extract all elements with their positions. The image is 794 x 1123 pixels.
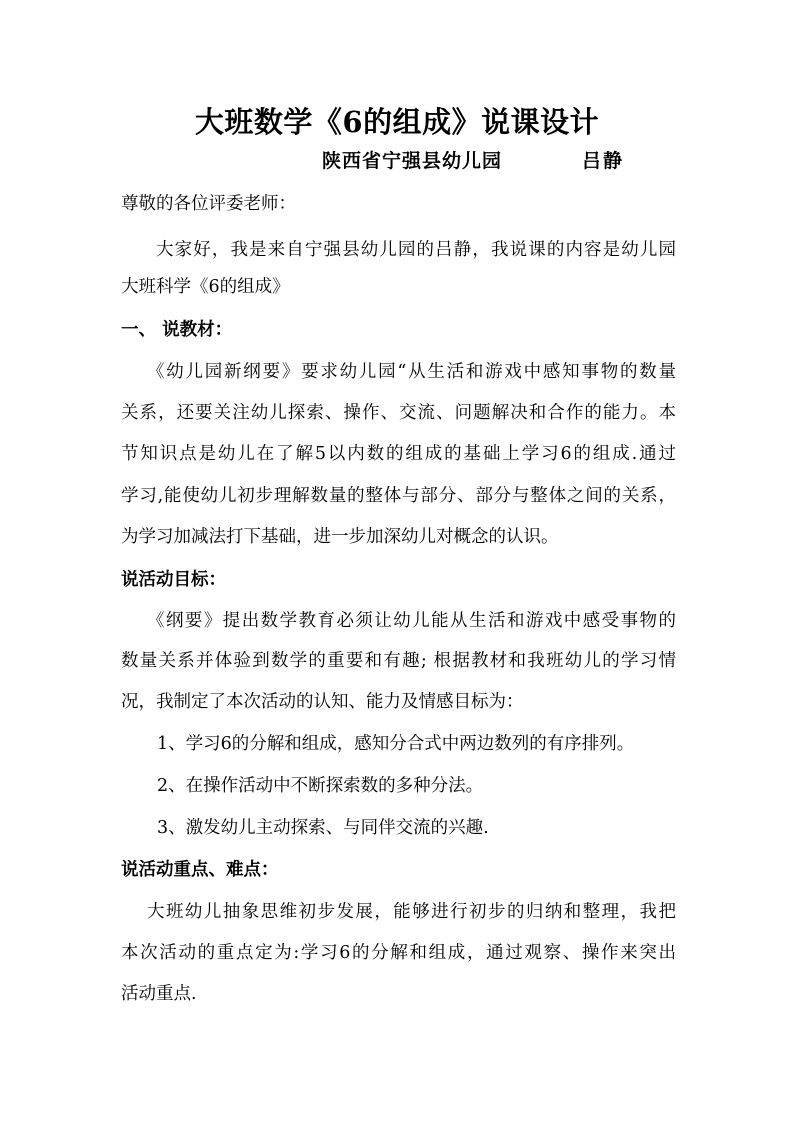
paragraph-line: 学习,能使幼儿初步理解数量的整体与部分、部分与整体之间的关系， [121,486,676,506]
paragraph-line: 《幼儿园新纲要》要求幼儿园“从生活和游戏中感知事物的数量 [147,362,676,382]
paragraph-line: 活动重点. [121,984,197,1004]
byline-author: 吕静 [582,150,625,172]
goal-item: 2、在操作活动中不断探索数的多种分法。 [157,776,484,796]
intro-line: 大家好，我是来自宁强县幼儿园的吕静，我说课的内容是幼儿园 [156,240,676,260]
section-heading-activity-goals: 说活动目标： [121,570,226,590]
paragraph-line: 《纲要》提出数学教育必须让幼儿能从生活和游戏中感受事物的 [147,611,676,631]
salutation: 尊敬的各位评委老师： [121,194,296,214]
byline [322,146,625,173]
paragraph-line: 关系，还要关注幼儿探索、操作、交流、问题解决和合作的能力。本 [121,403,676,423]
goal-item: 3、激发幼儿主动探索、与同伴交流的兴趣. [157,818,489,838]
paragraph-line: 况，我制定了本次活动的认知、能力及情感目标为： [121,692,524,712]
paragraph-line: 本次活动的重点定为:学习6的分解和组成，通过观察、操作来突出 [121,943,676,963]
section-heading-teaching-material: 一、 说教材： [121,320,233,340]
byline-organization: 陕西省宁强县幼儿园 [322,150,503,172]
section-heading-key-points: 说活动重点、难点： [121,860,279,880]
paragraph-line: 节知识点是幼儿在了解5以内数的组成的基础上学习6的组成.通过 [121,444,676,464]
goal-item: 1、学习6的分解和组成，感知分合式中两边数列的有序排列。 [157,734,635,754]
paragraph-line: 大班幼儿抽象思维初步发展，能够进行初步的归纳和整理，我把 [147,902,676,922]
paragraph-line: 数量关系并体验到数学的重要和有趣; 根据教材和我班幼儿的学习情 [121,651,676,671]
intro-line: 大班科学《6的组成》 [121,277,290,297]
paragraph-line: 为学习加减法打下基础，进一步加深幼儿对概念的认识。 [121,527,559,547]
document-title: 大班数学《6的组成》说课设计 [194,105,600,139]
